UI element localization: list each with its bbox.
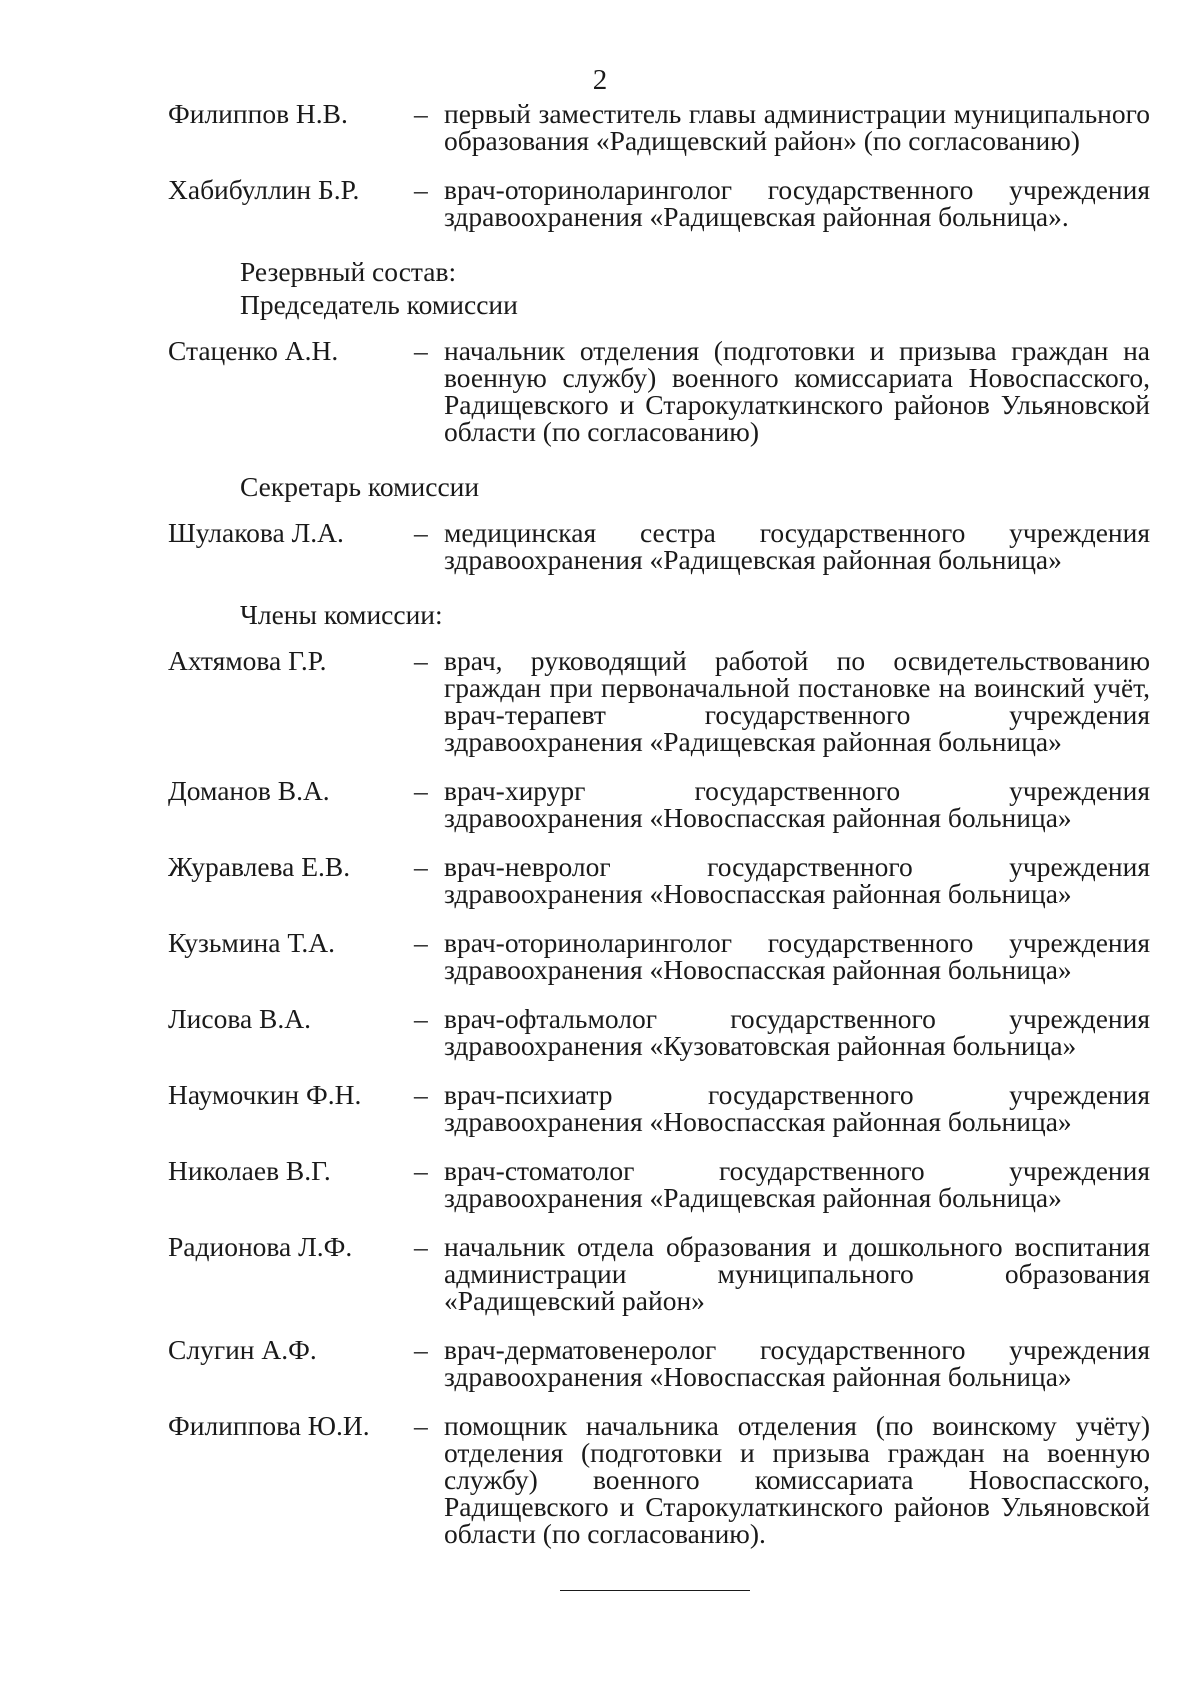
entry-description: врач-оториноларинголог государственного учреждения здравоохранения «Новоспасская районная больница» xyxy=(444,927,1150,985)
secretary-entry xyxy=(168,519,1150,573)
entry-name: Доманов В.А. xyxy=(168,775,330,806)
entry-name: Шулакова Л.А. xyxy=(168,517,344,548)
chair-entry xyxy=(168,337,1150,445)
entry-description: начальник отдела образования и дошкольного воспитания администрации муниципального образования «Радищевский район» xyxy=(444,1231,1150,1316)
entry-description: помощник начальника отделения (по воинскому учёту) отделения (подготовки и призыва граждан на военную службу) военного комиссариата Новоспасского, Радищевского и Старокулаткинского районов Ульяновской области (по согласованию). xyxy=(444,1410,1150,1549)
entry-name: Ахтямова Г.Р. xyxy=(168,645,327,676)
member-entry xyxy=(168,1233,1150,1314)
entry-name: Стаценко А.Н. xyxy=(168,335,339,366)
entry-description: врач-невролог государственного учреждения здравоохранения «Новоспасская районная больница» xyxy=(444,851,1150,909)
member-entry xyxy=(168,777,1150,831)
entry-description: начальник отделения (подготовки и призыва граждан на военную службу) военного комиссариата Новоспасского, Радищевского и Старокулаткинского районов Ульяновской области (по согласованию) xyxy=(444,335,1150,447)
entry-description: врач-хирург государственного учреждения здравоохранения «Новоспасская районная больница» xyxy=(444,775,1150,833)
member-entry xyxy=(168,647,1150,755)
entry-name: Хабибуллин Б.Р. xyxy=(168,174,360,205)
entry-description: врач-стоматолог государственного учреждения здравоохранения «Радищевская районная больница» xyxy=(444,1155,1150,1213)
secretary-heading: Секретарь комиссии xyxy=(240,471,480,502)
entry-name: Наумочкин Ф.Н. xyxy=(168,1079,362,1110)
entry-name: Кузьмина Т.А. xyxy=(168,927,336,958)
closing-rule xyxy=(560,1590,750,1591)
entry-dash: – xyxy=(414,1410,428,1441)
member-entry xyxy=(168,1081,1150,1135)
entry-name: Слугин А.Ф. xyxy=(168,1334,317,1365)
member-entry xyxy=(168,853,1150,907)
entry-dash: – xyxy=(414,1003,428,1034)
commission-entry xyxy=(168,100,1150,154)
entry-dash: – xyxy=(414,645,428,676)
entry-name: Николаев В.Г. xyxy=(168,1155,331,1186)
entry-dash: – xyxy=(414,1079,428,1110)
entry-name: Радионова Л.Ф. xyxy=(168,1231,353,1262)
entry-name: Журавлева Е.В. xyxy=(168,851,351,882)
reserve-heading: Резервный состав: xyxy=(240,256,457,287)
member-entry xyxy=(168,1157,1150,1211)
entry-dash: – xyxy=(414,1334,428,1365)
commission-entry xyxy=(168,176,1150,230)
members-list xyxy=(168,647,1150,1547)
entry-dash: – xyxy=(414,927,428,958)
entry-dash: – xyxy=(414,174,428,205)
members-heading: Члены комиссии: xyxy=(240,599,443,630)
entry-dash: – xyxy=(414,335,428,366)
member-entry xyxy=(168,1005,1150,1059)
entry-description: врач-дерматовенеролог государственного учреждения здравоохранения «Новоспасская районная больница» xyxy=(444,1334,1150,1392)
page-number: 2 xyxy=(592,64,608,96)
entry-description: врач-офтальмолог государственного учреждения здравоохранения «Кузоватовская районная больница» xyxy=(444,1003,1150,1061)
entry-dash: – xyxy=(414,851,428,882)
member-entry xyxy=(168,929,1150,983)
entry-dash: – xyxy=(414,1231,428,1262)
entry-dash: – xyxy=(414,1155,428,1186)
entry-dash: – xyxy=(414,517,428,548)
entry-description: врач, руководящий работой по освидетельствованию граждан при первоначальной постановке на воинский учёт, врач-терапевт государственного учреждения здравоохранения «Радищевская районная больница» xyxy=(444,645,1150,757)
entry-dash: – xyxy=(414,775,428,806)
entry-description: врач-оториноларинголог государственного учреждения здравоохранения «Радищевская районная больница». xyxy=(444,174,1150,232)
entry-name: Филиппов Н.В. xyxy=(168,98,348,129)
entry-description: первый заместитель главы администрации муниципального образования «Радищевский район» (по согласованию) xyxy=(444,98,1150,156)
commission-list xyxy=(168,100,1150,1569)
entry-description: медицинская сестра государственного учреждения здравоохранения «Радищевская районная больница» xyxy=(444,517,1150,575)
entry-name: Филиппова Ю.И. xyxy=(168,1410,370,1441)
chair-heading: Председатель комиссии xyxy=(240,289,518,320)
member-entry xyxy=(168,1336,1150,1390)
entry-name: Лисова В.А. xyxy=(168,1003,311,1034)
entry-dash: – xyxy=(414,98,428,129)
member-entry xyxy=(168,1412,1150,1547)
entry-description: врач-психиатр государственного учреждения здравоохранения «Новоспасская районная больница» xyxy=(444,1079,1150,1137)
